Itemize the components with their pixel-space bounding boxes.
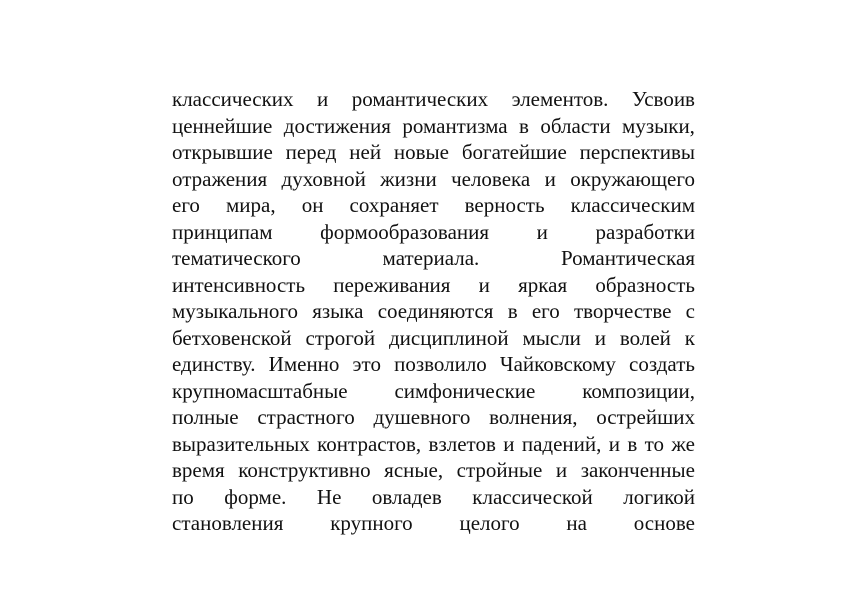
- word: позволило: [394, 352, 487, 376]
- word: Романтическая: [561, 246, 695, 270]
- text-line: [172, 378, 695, 405]
- word: контрастов,: [317, 431, 422, 456]
- word: классических: [172, 87, 294, 111]
- word: и: [555, 458, 568, 482]
- word: отражения: [172, 166, 268, 191]
- word: строгой: [305, 325, 376, 350]
- word: и: [594, 325, 607, 350]
- word: переживания: [333, 272, 451, 297]
- word: языка: [312, 299, 364, 323]
- word: мысли: [522, 325, 581, 350]
- word: логикой: [623, 484, 695, 509]
- word: перспективы: [579, 140, 695, 164]
- text-line: [172, 325, 695, 352]
- word: и: [536, 219, 548, 244]
- word: области: [540, 113, 611, 138]
- word: перед: [285, 140, 337, 164]
- word: по: [172, 484, 194, 509]
- text-line: [172, 139, 695, 166]
- word: и: [478, 272, 490, 297]
- word: дисциплиной: [388, 325, 509, 350]
- word: духовной: [281, 166, 366, 191]
- word: в: [627, 431, 638, 456]
- text-line: [172, 484, 695, 511]
- word: взлетов: [428, 431, 496, 456]
- text-line: [172, 431, 695, 458]
- word: жизни: [380, 166, 437, 191]
- word: полные: [172, 405, 239, 429]
- word: сохраняет: [349, 193, 439, 217]
- word: время: [172, 458, 225, 482]
- word: Чайковскому: [499, 352, 616, 376]
- word: его: [172, 193, 200, 217]
- word: Усвоив: [631, 87, 695, 111]
- text-line: [172, 113, 695, 140]
- word: и: [317, 87, 329, 111]
- word: ценнейшие: [172, 113, 273, 138]
- text-line: [172, 510, 695, 537]
- word: основе: [633, 511, 695, 535]
- word: богатейшие: [461, 140, 567, 164]
- word: тематического: [172, 246, 301, 270]
- text-line: [172, 298, 695, 325]
- word: острейших: [596, 405, 695, 429]
- text-line: [172, 166, 695, 193]
- word: интенсивность: [172, 272, 306, 297]
- word: бетховенской: [172, 325, 292, 350]
- word: окружающего: [570, 166, 695, 191]
- word: на: [566, 511, 587, 535]
- word: классической: [472, 484, 593, 509]
- word: становления: [172, 511, 284, 535]
- word: законченные: [580, 458, 695, 482]
- word: волей: [619, 325, 671, 350]
- word: целого: [459, 511, 520, 535]
- word: материала.: [382, 246, 480, 270]
- word: единству.: [172, 352, 256, 376]
- word: новые: [393, 140, 449, 164]
- word: Именно: [268, 352, 340, 376]
- word: в: [507, 299, 518, 323]
- word: классическим: [570, 193, 695, 217]
- word: это: [352, 352, 381, 376]
- word: овладев: [371, 484, 442, 509]
- word: с: [685, 299, 695, 323]
- word: элементов.: [511, 87, 609, 111]
- word: выразительных: [172, 431, 310, 456]
- word: достижения: [283, 113, 391, 138]
- word: он: [301, 193, 324, 217]
- text-line: [172, 245, 695, 272]
- word: верность: [464, 193, 545, 217]
- word: к: [684, 325, 695, 350]
- word: конструктивно: [238, 458, 371, 482]
- word: мира,: [226, 193, 276, 217]
- word: ясные,: [384, 458, 444, 482]
- word: и: [544, 166, 556, 191]
- word: музыки,: [622, 113, 695, 138]
- text-line: [172, 457, 695, 484]
- text-line: [172, 351, 695, 378]
- word: же: [671, 431, 695, 456]
- word: человека: [451, 166, 531, 191]
- word: и: [503, 431, 515, 456]
- word: крупномасштабные: [172, 378, 348, 403]
- word: создать: [629, 352, 695, 376]
- text-line: [172, 86, 695, 113]
- word: открывшие: [172, 140, 273, 164]
- word: принципам: [172, 219, 273, 244]
- word: страстного: [257, 405, 355, 429]
- word: музыкального: [172, 299, 298, 323]
- word: романтических: [351, 87, 489, 111]
- word: симфонические: [394, 378, 536, 403]
- text-line: [172, 192, 695, 219]
- word: ней: [349, 140, 382, 164]
- word: Не: [316, 484, 342, 509]
- word: романтизма: [402, 113, 508, 138]
- word: и: [608, 431, 620, 456]
- word: его: [531, 299, 560, 323]
- word: яркая: [518, 272, 568, 297]
- word: падений,: [521, 431, 602, 456]
- word: стройные: [456, 458, 543, 482]
- word: крупного: [330, 511, 413, 535]
- word: композиции,: [582, 378, 695, 403]
- word: в: [519, 113, 529, 138]
- word: душевного: [373, 405, 471, 429]
- word: образность: [595, 272, 695, 297]
- word: формообразования: [320, 219, 490, 244]
- body-text: [172, 86, 695, 537]
- word: форме.: [224, 484, 287, 509]
- text-line: [172, 404, 695, 431]
- text-line: [172, 272, 695, 299]
- text-line: [172, 219, 695, 246]
- word: то: [644, 431, 665, 456]
- word: разработки: [595, 219, 695, 244]
- word: волнения,: [489, 405, 578, 429]
- word: соединяются: [377, 299, 494, 323]
- word: творчестве: [573, 299, 672, 323]
